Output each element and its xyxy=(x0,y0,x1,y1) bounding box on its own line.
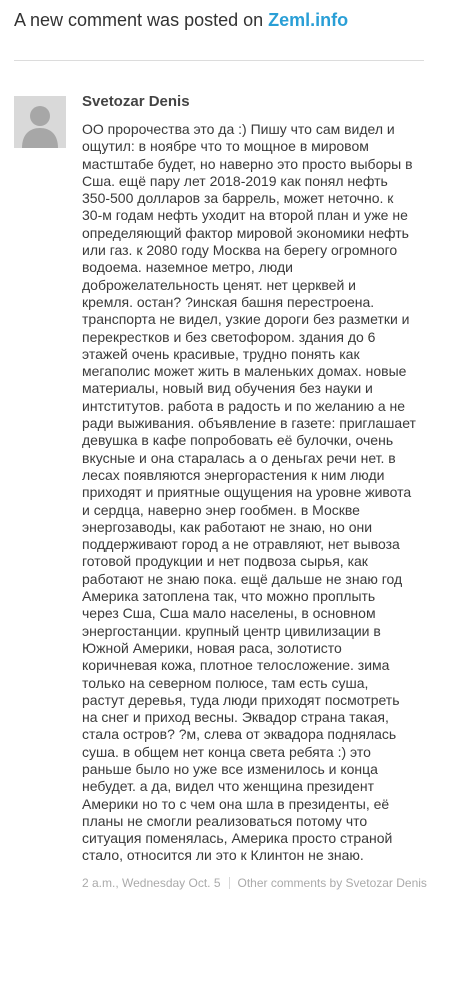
comment-body-line: 350-500 долларов за баррель, может неточно. к xyxy=(82,190,394,207)
comment-body-line: через Сша, Сша мало населены, в основном xyxy=(82,605,376,622)
comment-body-line: и сердца, наверно энер гообмен. в Москве xyxy=(82,501,360,518)
comment-body-line: стало, относится ли это к Клинтон не знаю. xyxy=(82,847,364,864)
comment-body xyxy=(82,121,427,865)
comment-body-line: работают не знаю пока. ещё дальше не знаю год xyxy=(82,570,403,587)
meta-separator xyxy=(229,877,230,889)
comment-body-line: определяющий фактор мировой экономики нефть xyxy=(82,224,409,241)
comment-body-line: энергостанции. крупный центр цивилизации в xyxy=(82,622,381,639)
comment-body-line: небудет. а да, видел что женщина президент xyxy=(82,778,374,795)
comment-meta xyxy=(82,875,427,891)
comment xyxy=(82,92,427,891)
header-divider xyxy=(14,60,424,61)
comment-body-line: лесах появляются энергорастения к ним люди xyxy=(82,466,385,483)
comment-body-line: 30-м годам нефть уходит на второй план и уже не xyxy=(82,207,408,224)
avatar[interactable] xyxy=(14,96,66,148)
comment-body-line: этажей очень красивые, трудно понять как xyxy=(82,345,360,362)
comment-body-line: коричневая кожа, плотное телосложение. зима xyxy=(82,657,390,674)
comment-body-line: на снег и приход весны. Эквадор страна такая, xyxy=(82,709,389,726)
comment-author[interactable]: Svetozar Denis xyxy=(82,93,190,110)
comment-body-line: суша. в общем нет конца света ребята :) это xyxy=(82,743,371,760)
comment-body-line: кремля. остан? ?инская башня перестроена. xyxy=(82,293,375,310)
comment-body-line: доброжелательность ценят. нет церквей и xyxy=(82,276,356,293)
comment-body-line: или газ. к 2080 году Москва на берегу огромного xyxy=(82,242,398,259)
comment-body-line: ОО пророчества это да :) Пишу что сам видел и xyxy=(82,121,395,137)
notification-header xyxy=(14,8,434,32)
comment-body-line: Америка затоплена так, что можно проплыть xyxy=(82,588,376,605)
comment-body-line: интститутов. работа в радость и по желанию а не xyxy=(82,397,406,414)
comment-body-line: ситуация поменялась, Америка просто страной xyxy=(82,830,393,847)
comment-body-line: приходят и приятные ощущения на уровне живота xyxy=(82,484,412,501)
comment-body-line: энергозаводы, как работают не знаю, но они xyxy=(82,518,373,535)
comment-body-line: водоема. наземное метро, люди xyxy=(82,259,293,276)
default-user-icon xyxy=(14,96,66,148)
comment-body-line: стала остров? ?м, слева от эквадора поднялась xyxy=(82,726,397,743)
other-comments-link[interactable]: Other comments by Svetozar Denis xyxy=(237,875,427,890)
site-link[interactable]: Zeml.info xyxy=(268,10,349,30)
comment-body-line: Америки но то с чем она шла в президенты, её xyxy=(82,795,390,812)
comment-body-line: Сша. ещё пару лет 2018-2019 как понял нефть xyxy=(82,172,388,189)
comment-body-line: перекрестков и без светофором. здания до 6 xyxy=(82,328,376,345)
comment-body-line: девушка в кафе попробовать её булочки, очень xyxy=(82,432,394,449)
comment-body-line: только на северном полюсе, там есть суша, xyxy=(82,674,369,691)
header-text: A new comment was posted on xyxy=(14,10,264,30)
comment-body-line: мастштабе будет, но наверно это просто выборы в xyxy=(82,155,413,172)
comment-body-line: раньше было но уже все изменилось и конца xyxy=(82,760,378,777)
comment-timestamp[interactable]: 2 a.m., Wednesday Oct. 5 xyxy=(82,875,221,890)
comment-body-line: материалы, новый вид обучения без науки и xyxy=(82,380,373,397)
comment-body-line: ощутил: в ноябре что то мощное в мировом xyxy=(82,138,369,155)
comment-body-line: ради выживания. объявление в газете: приглашает xyxy=(82,415,416,432)
comment-body-line: планы не смогли реализоваться потому что xyxy=(82,812,368,829)
comment-body-line: транспорта не видел, узкие дороги без разметки и xyxy=(82,311,410,328)
comment-body-line: готовой продукции и нет подвоза сырья, как xyxy=(82,553,368,570)
comment-body-line: растут деревья, туда люди приходят посмотреть xyxy=(82,691,400,708)
comment-body-line: поддерживают город а не отравляют, нет вывоза xyxy=(82,536,400,553)
comment-body-line: Южной Америки, новая раса, золотисто xyxy=(82,639,342,656)
comment-body-line: вкусные и она старалась а о деньгах речи нет. в xyxy=(82,449,396,466)
comment-body-line: мегаполис может жить в маленьких домах. новые xyxy=(82,363,407,380)
